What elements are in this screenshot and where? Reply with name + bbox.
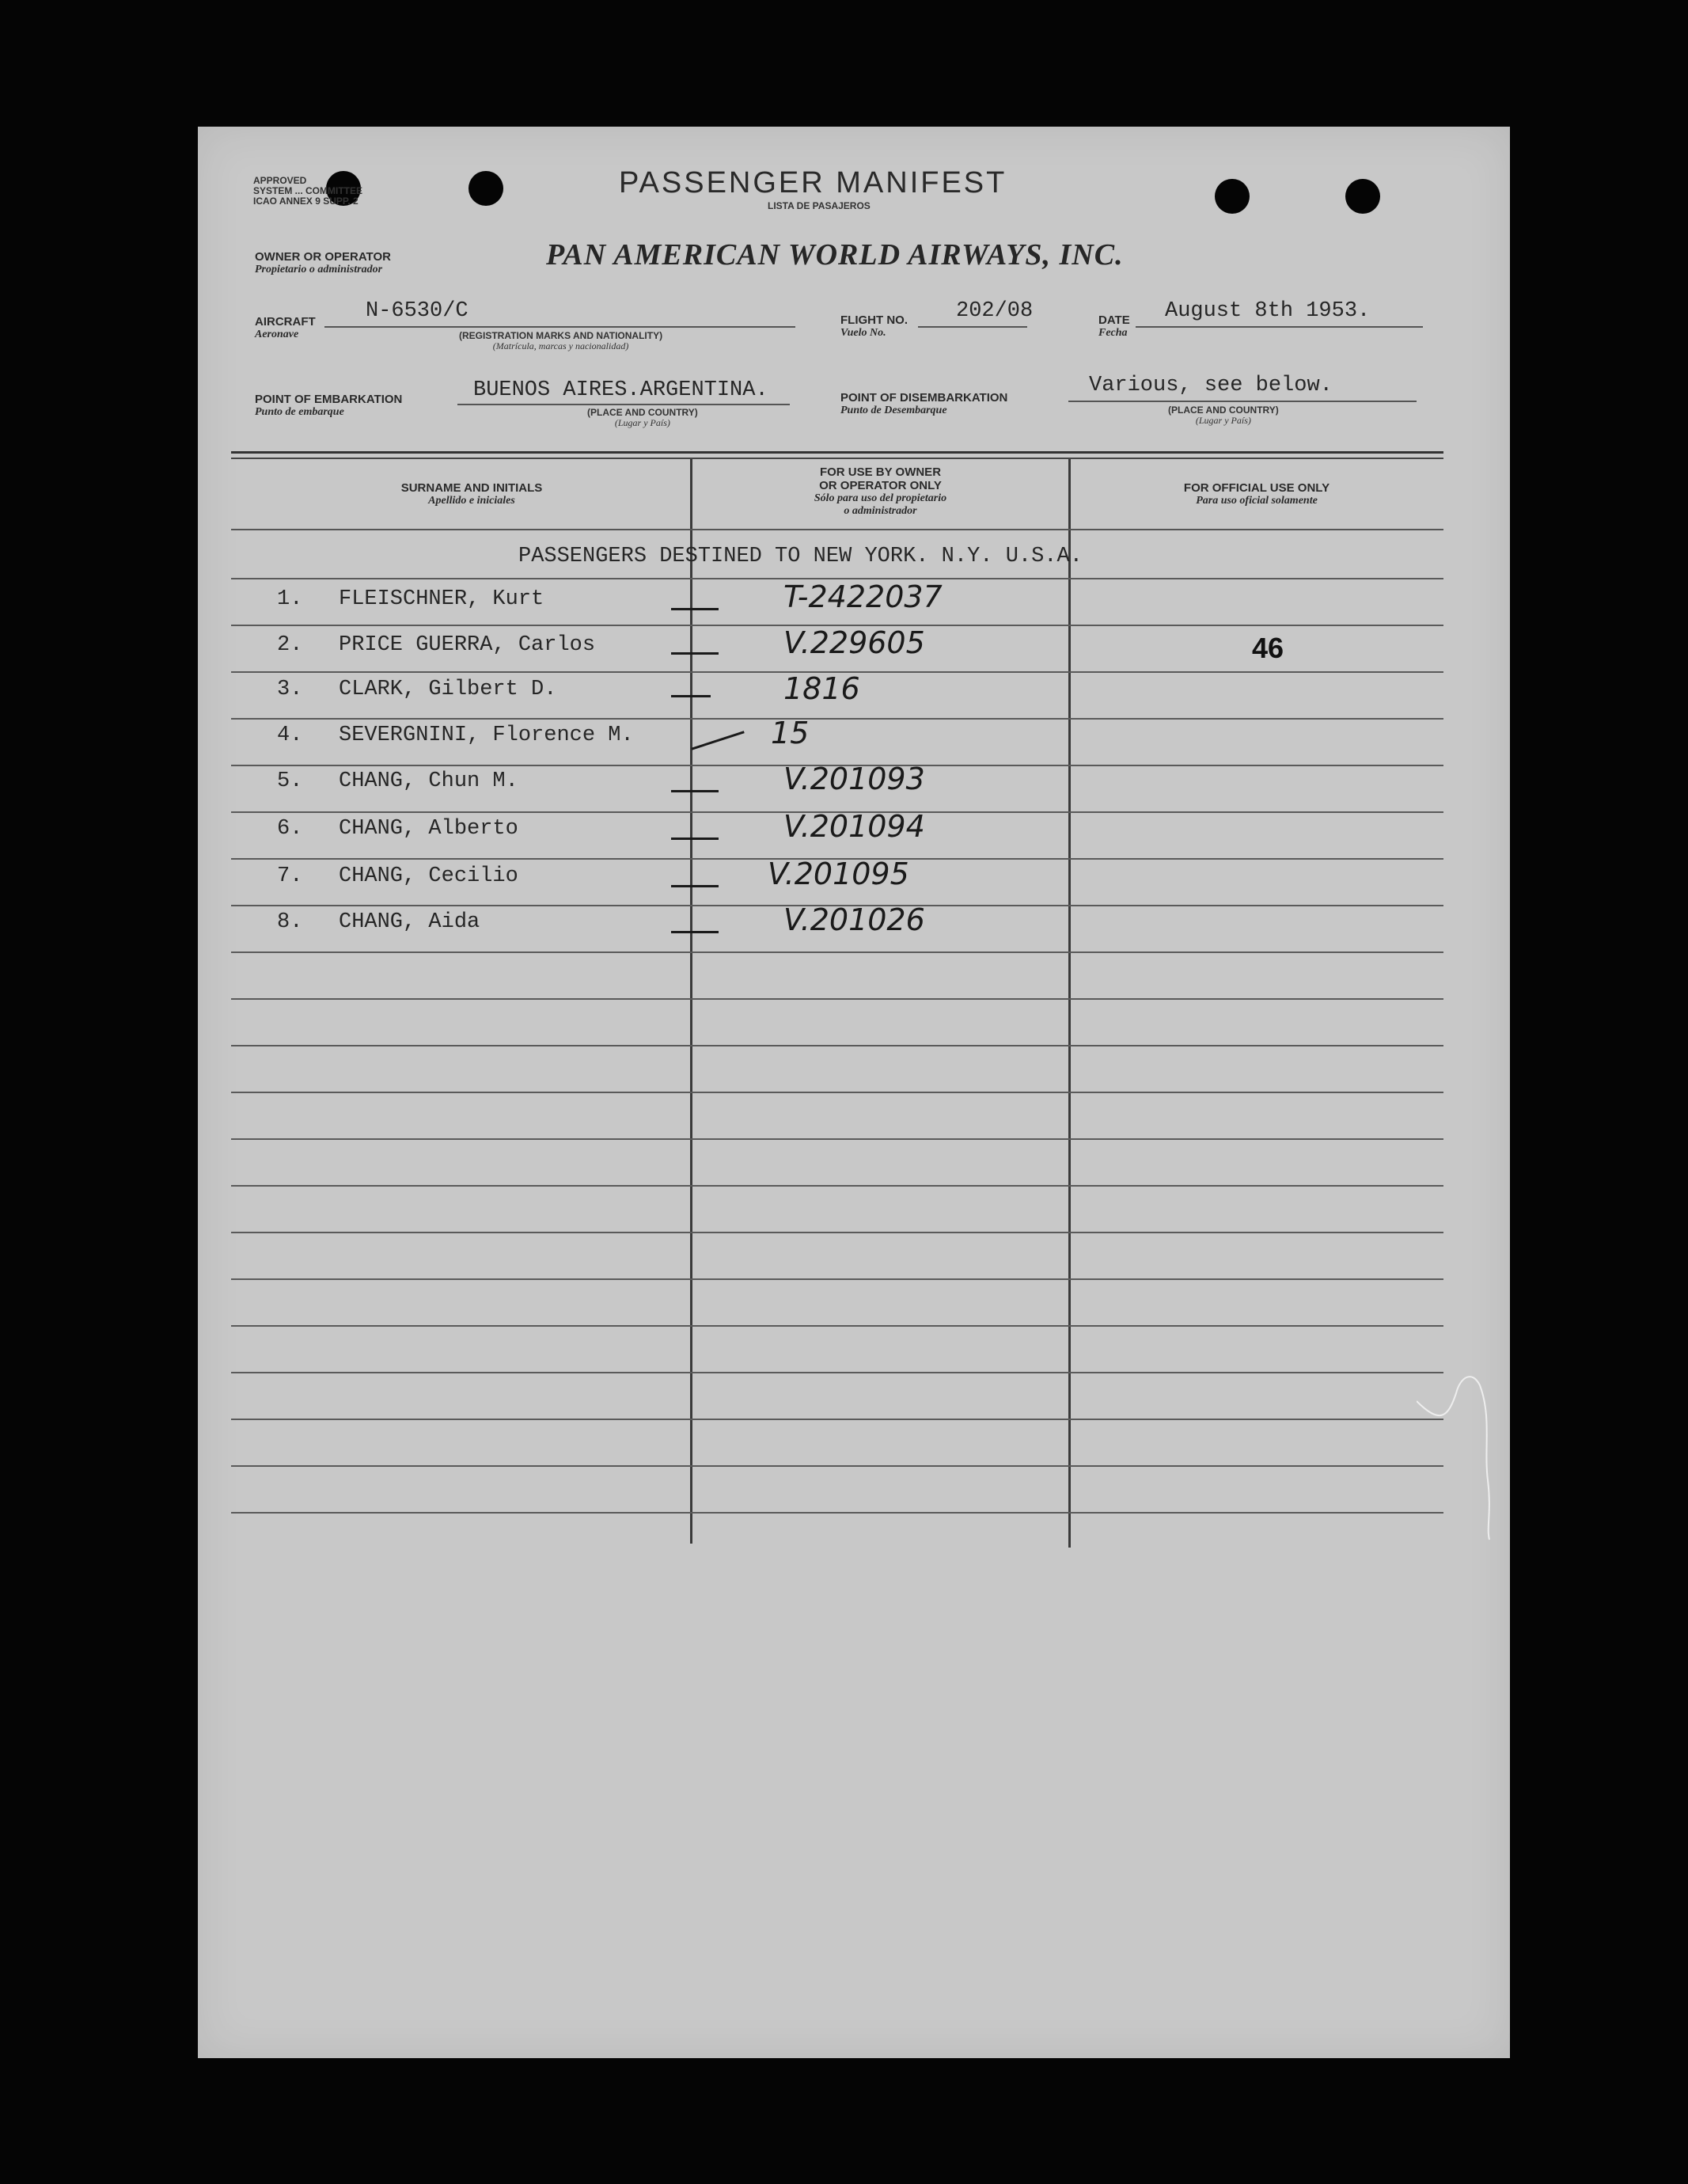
punch-hole-center-left [468, 171, 503, 206]
section-heading: PASSENGERS DESTINED TO NEW YORK. N.Y. U.S.A. [518, 545, 1083, 568]
passenger-document: V.201095 [768, 857, 909, 891]
owner-label-block [255, 250, 391, 276]
punch-hole-center-right [1215, 179, 1250, 214]
aircraft-label: AIRCRAFT [255, 315, 316, 329]
flight-label-spanish: Vuelo No. [840, 327, 886, 339]
owner-use-column-header [692, 465, 1068, 518]
passenger-document: 15 [771, 716, 810, 750]
flight-label: FLIGHT NO. [840, 313, 908, 327]
passenger-number: 5. [277, 769, 303, 793]
approval-line: ICAO ANNEX 9 SUPP. 2 [253, 196, 358, 207]
disembarkation-sub-block [1168, 405, 1279, 426]
disembarkation-sub: (PLACE AND COUNTRY) [1168, 405, 1279, 416]
approval-line: APPROVED [253, 175, 307, 186]
passenger-document: V.201094 [783, 809, 925, 844]
check-dash [671, 695, 711, 697]
passenger-name: CHANG, Cecilio [339, 864, 518, 888]
surname-column-header [253, 481, 690, 507]
check-dash [671, 885, 719, 887]
surname-header: SURNAME AND INITIALS [400, 481, 543, 495]
row-rule [231, 1092, 1443, 1093]
approval-block [253, 176, 362, 207]
aircraft-label-block [255, 315, 316, 341]
column-divider-2 [1068, 459, 1071, 1548]
passenger-name: CHANG, Aida [339, 910, 480, 934]
row-rule [231, 951, 1443, 953]
disembarkation-label-spanish: Punto de Desembarque [840, 405, 947, 416]
date-label-spanish: Fecha [1098, 327, 1128, 339]
passenger-name: SEVERGNINI, Florence M. [339, 724, 634, 747]
embarkation-sub: (PLACE AND COUNTRY) [587, 407, 698, 418]
row-rule [231, 1278, 1443, 1280]
check-dash [671, 652, 719, 655]
approval-line: SYSTEM ... COMMITTEE [253, 185, 363, 196]
surname-header-spanish: Apellido e iniciales [428, 495, 515, 507]
passenger-document: T-2422037 [783, 579, 943, 614]
check-dash [671, 838, 719, 840]
row-rule [231, 1465, 1443, 1467]
official-use-column-header [1071, 481, 1443, 507]
aircraft-sub-block [459, 331, 662, 351]
check-dash [671, 608, 719, 610]
table-top-rule-2 [231, 458, 1443, 459]
passenger-name: CLARK, Gilbert D. [339, 678, 557, 701]
row-rule [231, 718, 1443, 720]
page-title: PASSENGER MANIFEST [619, 166, 1007, 199]
official-use-header-spanish: Para uso oficial solamente [1196, 495, 1318, 507]
disembarkation-label-block [840, 391, 1007, 417]
flight-label-block [840, 313, 908, 340]
disembarkation-label: POINT OF DISEMBARKATION [840, 391, 1008, 405]
check-dash [671, 931, 719, 933]
operator-name: PAN AMERICAN WORLD AIRWAYS, INC. [546, 238, 1124, 272]
header-bottom-rule [231, 529, 1443, 530]
row-rule [231, 1419, 1443, 1420]
aircraft-sub: (REGISTRATION MARKS AND NATIONALITY) [459, 330, 663, 341]
embarkation-point: BUENOS AIRES.ARGENTINA. [473, 378, 768, 402]
owner-use-header-spanish-2: o administrador [844, 505, 917, 517]
owner-use-header-2: OR OPERATOR ONLY [819, 479, 942, 492]
embarkation-label-block [255, 393, 402, 419]
date-label-block [1098, 313, 1130, 340]
owner-use-header-1: FOR USE BY OWNER [819, 465, 942, 479]
embarkation-underline [457, 404, 790, 405]
passenger-number: 4. [277, 724, 303, 747]
punch-hole-right [1345, 179, 1380, 214]
passenger-number: 6. [277, 817, 303, 841]
column-divider-1 [690, 459, 692, 1544]
owner-use-header-spanish-1: Sólo para uso del propietario [814, 492, 947, 504]
aircraft-underline [324, 326, 795, 328]
paper-fiber [1417, 1369, 1496, 1544]
passenger-name: PRICE GUERRA, Carlos [339, 633, 596, 657]
row-rule [231, 1372, 1443, 1373]
row-rule [231, 1138, 1443, 1140]
passenger-document: V.229605 [783, 625, 925, 660]
passenger-number: 2. [277, 633, 303, 657]
disembarkation-underline [1068, 401, 1417, 402]
table-top-rule [231, 451, 1443, 454]
embarkation-sub-block [587, 408, 698, 428]
row-rule [231, 1045, 1443, 1046]
row-rule [231, 1512, 1443, 1514]
embarkation-label-spanish: Punto de embarque [255, 406, 344, 418]
passenger-document: V.201026 [783, 902, 925, 937]
passenger-name: CHANG, Chun M. [339, 769, 518, 793]
manifest-sheet [198, 127, 1510, 2058]
aircraft-registration: N-6530/C [366, 299, 468, 323]
passenger-number: 8. [277, 910, 303, 934]
passenger-number: 3. [277, 678, 303, 701]
date-label: DATE [1098, 313, 1130, 327]
page-title-spanish: LISTA DE PASAJEROS [768, 200, 871, 211]
flight-number: 202/08 [956, 299, 1034, 323]
disembarkation-point: Various, see below. [1089, 374, 1333, 397]
check-dash [691, 731, 745, 750]
check-dash [671, 790, 719, 792]
flight-date: August 8th 1953. [1165, 299, 1371, 323]
passenger-name: CHANG, Alberto [339, 817, 518, 841]
owner-label: OWNER OR OPERATOR [255, 250, 391, 264]
flight-underline [918, 326, 1027, 328]
official-use-header: FOR OFFICIAL USE ONLY [1183, 481, 1330, 495]
passenger-number: 1. [277, 587, 303, 611]
passenger-name: FLEISCHNER, Kurt [339, 587, 544, 611]
official-mark: 46 [1252, 632, 1284, 664]
aircraft-label-spanish: Aeronave [255, 329, 299, 340]
owner-label-spanish: Propietario o administrador [255, 264, 383, 275]
embarkation-sub-spanish: (Lugar y País) [614, 417, 670, 428]
row-rule [231, 1232, 1443, 1233]
row-rule [231, 1325, 1443, 1327]
disembarkation-sub-spanish: (Lugar y País) [1195, 415, 1251, 426]
passenger-number: 7. [277, 864, 303, 888]
row-rule [231, 1185, 1443, 1187]
aircraft-sub-spanish: (Matrícula, marcas y nacionalidad) [492, 340, 629, 351]
passenger-document: 1816 [783, 671, 860, 706]
embarkation-label: POINT OF EMBARKATION [255, 393, 403, 406]
passenger-document: V.201093 [783, 762, 925, 796]
date-underline [1136, 326, 1423, 328]
row-rule [231, 998, 1443, 1000]
